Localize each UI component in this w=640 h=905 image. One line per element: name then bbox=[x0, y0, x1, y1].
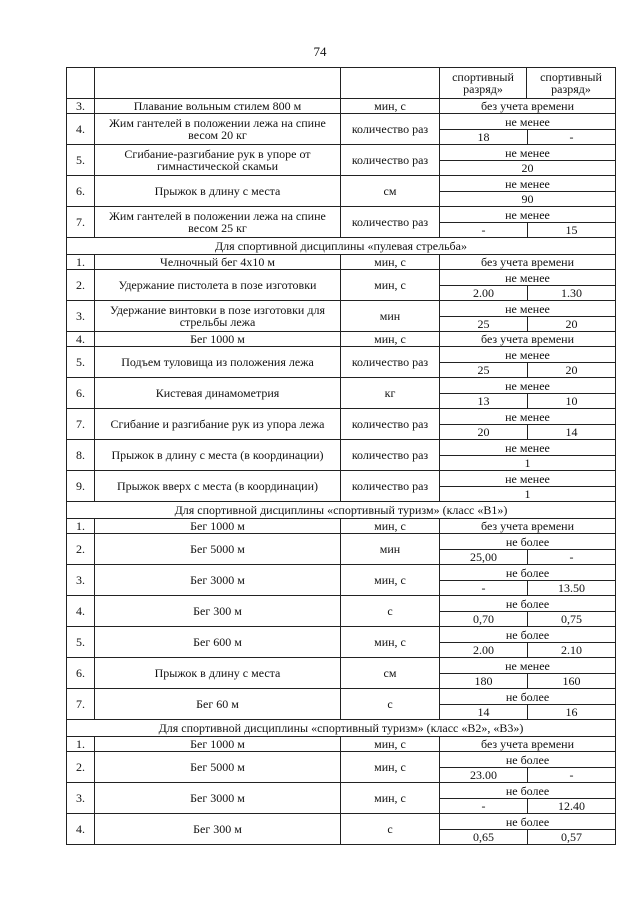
value-rank-2: 15 bbox=[527, 223, 615, 237]
condition-label: не менее bbox=[440, 146, 615, 161]
result-cell bbox=[440, 347, 616, 378]
table-row bbox=[67, 270, 616, 301]
value-rank-1: 20 bbox=[477, 424, 490, 439]
unit-cell: количество раз bbox=[341, 207, 440, 238]
unit-cell: мин, с bbox=[341, 99, 440, 114]
values-row bbox=[440, 705, 615, 719]
values-row bbox=[440, 363, 615, 377]
exercise-name: Жим гантелей в положении лежа на спине весом 25 кг bbox=[95, 207, 341, 238]
exercise-name: Челночный бег 4х10 м bbox=[95, 255, 341, 270]
row-number: 4. bbox=[67, 332, 95, 347]
value-rank-2: - bbox=[527, 550, 615, 564]
unit-cell: мин, с bbox=[341, 627, 440, 658]
value-rank-1: 25 bbox=[477, 316, 490, 331]
result-cell bbox=[440, 378, 616, 409]
row-number: 2. bbox=[67, 534, 95, 565]
table-row bbox=[67, 332, 616, 347]
exercise-name: Прыжок в длину с места bbox=[95, 176, 341, 207]
table-row bbox=[67, 783, 616, 814]
value-rank-2: 20 bbox=[527, 317, 615, 331]
values-row bbox=[440, 130, 615, 144]
value-rank-1: 0,70 bbox=[473, 611, 494, 626]
result-cell: без учета времени bbox=[440, 255, 616, 270]
row-number: 6. bbox=[67, 658, 95, 689]
value-rank-1: 25 bbox=[477, 362, 490, 377]
condition-label: не менее bbox=[440, 208, 615, 223]
result-cell bbox=[440, 689, 616, 720]
value-rank-1: 180 bbox=[474, 673, 493, 688]
unit-cell: количество раз bbox=[341, 145, 440, 176]
unit-cell: количество раз bbox=[341, 347, 440, 378]
exercise-name: Бег 600 м bbox=[95, 627, 341, 658]
exercise-name: Бег 60 м bbox=[95, 689, 341, 720]
condition-label: не менее bbox=[440, 348, 615, 363]
norms-table-body bbox=[67, 68, 616, 845]
header-cell-name bbox=[95, 68, 341, 99]
row-number: 6. bbox=[67, 176, 95, 207]
unit-cell: с bbox=[341, 596, 440, 627]
values-row bbox=[440, 456, 615, 470]
value-rank-2: 13.50 bbox=[527, 581, 615, 595]
values-row bbox=[440, 425, 615, 439]
header-cell-rank-1: спортивный разряд» bbox=[440, 68, 527, 99]
unit-cell: количество раз bbox=[341, 114, 440, 145]
unit-cell: мин, с bbox=[341, 752, 440, 783]
row-number: 5. bbox=[67, 347, 95, 378]
unit-cell: кг bbox=[341, 378, 440, 409]
unit-cell: мин, с bbox=[341, 270, 440, 301]
table-row bbox=[67, 689, 616, 720]
result-cell bbox=[440, 176, 616, 207]
condition-label: не менее bbox=[440, 659, 615, 674]
exercise-name: Подъем туловища из положения лежа bbox=[95, 347, 341, 378]
value-rank-1: 2.00 bbox=[473, 285, 494, 300]
merged-value: 1 bbox=[524, 455, 531, 470]
result-cell: без учета времени bbox=[440, 332, 616, 347]
table-row bbox=[67, 440, 616, 471]
exercise-name: Жим гантелей в положении лежа на спине весом 20 кг bbox=[95, 114, 341, 145]
exercise-name: Бег 300 м bbox=[95, 596, 341, 627]
section-title: Для спортивной дисциплины «спортивный туризм» (класс «В1») bbox=[67, 502, 616, 519]
row-number: 3. bbox=[67, 301, 95, 332]
values-row bbox=[440, 643, 615, 657]
condition-label: не более bbox=[440, 597, 615, 612]
table-row bbox=[67, 534, 616, 565]
table-row bbox=[67, 737, 616, 752]
row-number: 8. bbox=[67, 440, 95, 471]
header-cell-unit bbox=[341, 68, 440, 99]
unit-cell: см bbox=[341, 176, 440, 207]
condition-label: не менее bbox=[440, 115, 615, 130]
unit-cell: количество раз bbox=[341, 440, 440, 471]
exercise-name: Прыжок в длину с места (в координации) bbox=[95, 440, 341, 471]
table-row bbox=[67, 114, 616, 145]
condition-label: не менее bbox=[440, 379, 615, 394]
row-number: 4. bbox=[67, 814, 95, 845]
exercise-name: Прыжок в длину с места bbox=[95, 658, 341, 689]
table-row bbox=[67, 752, 616, 783]
condition-label: не менее bbox=[440, 302, 615, 317]
merged-value: 1 bbox=[524, 486, 531, 501]
exercise-name: Удержание пистолета в позе изготовки bbox=[95, 270, 341, 301]
table-row bbox=[67, 347, 616, 378]
exercise-name: Удержание винтовки в позе изготовки для стрельбы лежа bbox=[95, 301, 341, 332]
row-number: 7. bbox=[67, 207, 95, 238]
exercise-name: Бег 5000 м bbox=[95, 752, 341, 783]
value-rank-2: 10 bbox=[527, 394, 615, 408]
section-title: Для спортивной дисциплины «спортивный туризм» (класс «В2», «В3») bbox=[67, 720, 616, 737]
row-number: 3. bbox=[67, 783, 95, 814]
result-cell bbox=[440, 627, 616, 658]
row-number: 4. bbox=[67, 114, 95, 145]
values-row bbox=[440, 223, 615, 237]
header-cell-rank-2: спортивный разряд» bbox=[527, 68, 616, 99]
condition-label: не более bbox=[440, 753, 615, 768]
row-number: 5. bbox=[67, 145, 95, 176]
value-rank-2: 1.30 bbox=[527, 286, 615, 300]
result-cell bbox=[440, 270, 616, 301]
values-row bbox=[440, 612, 615, 626]
value-rank-2: 2.10 bbox=[527, 643, 615, 657]
result-cell bbox=[440, 409, 616, 440]
values-row bbox=[440, 394, 615, 408]
exercise-name: Бег 3000 м bbox=[95, 565, 341, 596]
result-cell bbox=[440, 596, 616, 627]
table-row bbox=[67, 658, 616, 689]
unit-cell: мин, с bbox=[341, 255, 440, 270]
value-rank-2: - bbox=[527, 130, 615, 144]
value-rank-2: 160 bbox=[527, 674, 615, 688]
table-row bbox=[67, 596, 616, 627]
values-row bbox=[440, 550, 615, 564]
row-number: 1. bbox=[67, 519, 95, 534]
values-row bbox=[440, 799, 615, 813]
exercise-name: Сгибание и разгибание рук из упора лежа bbox=[95, 409, 341, 440]
table-row bbox=[67, 207, 616, 238]
condition-label: не более bbox=[440, 535, 615, 550]
table-row bbox=[67, 301, 616, 332]
table-row bbox=[67, 99, 616, 114]
section-header-row bbox=[67, 720, 616, 737]
condition-label: не более bbox=[440, 628, 615, 643]
condition-label: не более bbox=[440, 690, 615, 705]
result-cell bbox=[440, 114, 616, 145]
values-row bbox=[440, 487, 615, 501]
result-cell bbox=[440, 814, 616, 845]
table-row bbox=[67, 145, 616, 176]
row-number: 5. bbox=[67, 627, 95, 658]
unit-cell: количество раз bbox=[341, 471, 440, 502]
row-number: 2. bbox=[67, 270, 95, 301]
result-cell bbox=[440, 752, 616, 783]
exercise-name: Кистевая динамометрия bbox=[95, 378, 341, 409]
value-rank-2: 14 bbox=[527, 425, 615, 439]
values-row bbox=[440, 192, 615, 206]
result-cell bbox=[440, 658, 616, 689]
value-rank-2: 0,57 bbox=[527, 830, 615, 844]
condition-label: не более bbox=[440, 566, 615, 581]
condition-label: не менее bbox=[440, 271, 615, 286]
exercise-name: Сгибание-разгибание рук в упоре от гимнастической скамьи bbox=[95, 145, 341, 176]
exercise-name: Бег 1000 м bbox=[95, 332, 341, 347]
value-rank-2: 12.40 bbox=[527, 799, 615, 813]
value-rank-1: 25,00 bbox=[470, 549, 497, 564]
unit-cell: мин, с bbox=[341, 737, 440, 752]
row-number: 7. bbox=[67, 409, 95, 440]
row-number: 2. bbox=[67, 752, 95, 783]
unit-cell: мин, с bbox=[341, 519, 440, 534]
exercise-name: Прыжок вверх с места (в координации) bbox=[95, 471, 341, 502]
table-row bbox=[67, 471, 616, 502]
exercise-name: Бег 300 м bbox=[95, 814, 341, 845]
condition-label: не менее bbox=[440, 410, 615, 425]
section-header-row bbox=[67, 238, 616, 255]
table-row bbox=[67, 519, 616, 534]
row-number: 1. bbox=[67, 255, 95, 270]
condition-label: не более bbox=[440, 784, 615, 799]
row-number: 6. bbox=[67, 378, 95, 409]
result-cell: без учета времени bbox=[440, 99, 616, 114]
section-header-row bbox=[67, 502, 616, 519]
row-number: 7. bbox=[67, 689, 95, 720]
page-number: 74 bbox=[313, 44, 327, 59]
values-row bbox=[440, 286, 615, 300]
unit-cell: мин, с bbox=[341, 783, 440, 814]
condition-label: не менее bbox=[440, 472, 615, 487]
values-row bbox=[440, 581, 615, 595]
exercise-name: Плавание вольным стилем 800 м bbox=[95, 99, 341, 114]
row-number: 4. bbox=[67, 596, 95, 627]
result-cell bbox=[440, 534, 616, 565]
condition-label: не менее bbox=[440, 441, 615, 456]
table-row bbox=[67, 378, 616, 409]
condition-label: не более bbox=[440, 815, 615, 830]
unit-cell: с bbox=[341, 814, 440, 845]
value-rank-1: - bbox=[481, 798, 486, 813]
row-number: 3. bbox=[67, 565, 95, 596]
section-title: Для спортивной дисциплины «пулевая стрельба» bbox=[67, 238, 616, 255]
value-rank-2: 0,75 bbox=[527, 612, 615, 626]
result-cell: без учета времени bbox=[440, 737, 616, 752]
value-rank-2: 20 bbox=[527, 363, 615, 377]
condition-label: не менее bbox=[440, 177, 615, 192]
values-row bbox=[440, 674, 615, 688]
value-rank-1: 18 bbox=[477, 129, 490, 144]
unit-cell: мин, с bbox=[341, 332, 440, 347]
table-row bbox=[67, 409, 616, 440]
value-rank-1: 0,65 bbox=[473, 829, 494, 844]
value-rank-1: 23.00 bbox=[470, 767, 497, 782]
result-cell: без учета времени bbox=[440, 519, 616, 534]
result-cell bbox=[440, 565, 616, 596]
exercise-name: Бег 3000 м bbox=[95, 783, 341, 814]
values-row bbox=[440, 830, 615, 844]
table-row bbox=[67, 255, 616, 270]
result-cell bbox=[440, 301, 616, 332]
unit-cell: с bbox=[341, 689, 440, 720]
values-row bbox=[440, 161, 615, 175]
header-cell-num bbox=[67, 68, 95, 99]
unit-cell: см bbox=[341, 658, 440, 689]
table-row bbox=[67, 627, 616, 658]
table-row bbox=[67, 176, 616, 207]
row-number: 9. bbox=[67, 471, 95, 502]
value-rank-2: - bbox=[527, 768, 615, 782]
unit-cell: мин, с bbox=[341, 565, 440, 596]
exercise-name: Бег 1000 м bbox=[95, 737, 341, 752]
row-number: 1. bbox=[67, 737, 95, 752]
result-cell bbox=[440, 783, 616, 814]
values-row bbox=[440, 768, 615, 782]
result-cell bbox=[440, 207, 616, 238]
table-row bbox=[67, 565, 616, 596]
result-cell bbox=[440, 440, 616, 471]
unit-cell: количество раз bbox=[341, 409, 440, 440]
result-cell bbox=[440, 471, 616, 502]
norms-table bbox=[66, 67, 616, 845]
unit-cell: мин bbox=[341, 301, 440, 332]
value-rank-2: 16 bbox=[527, 705, 615, 719]
value-rank-1: 13 bbox=[477, 393, 490, 408]
header-row bbox=[67, 68, 616, 99]
table-row bbox=[67, 814, 616, 845]
value-rank-1: 2.00 bbox=[473, 642, 494, 657]
exercise-name: Бег 5000 м bbox=[95, 534, 341, 565]
result-cell bbox=[440, 145, 616, 176]
row-number: 3. bbox=[67, 99, 95, 114]
value-rank-1: 14 bbox=[477, 704, 490, 719]
unit-cell: мин bbox=[341, 534, 440, 565]
values-row bbox=[440, 317, 615, 331]
value-rank-1: - bbox=[481, 580, 486, 595]
value-rank-1: - bbox=[481, 222, 486, 237]
merged-value: 20 bbox=[521, 160, 534, 175]
exercise-name: Бег 1000 м bbox=[95, 519, 341, 534]
merged-value: 90 bbox=[521, 191, 534, 206]
